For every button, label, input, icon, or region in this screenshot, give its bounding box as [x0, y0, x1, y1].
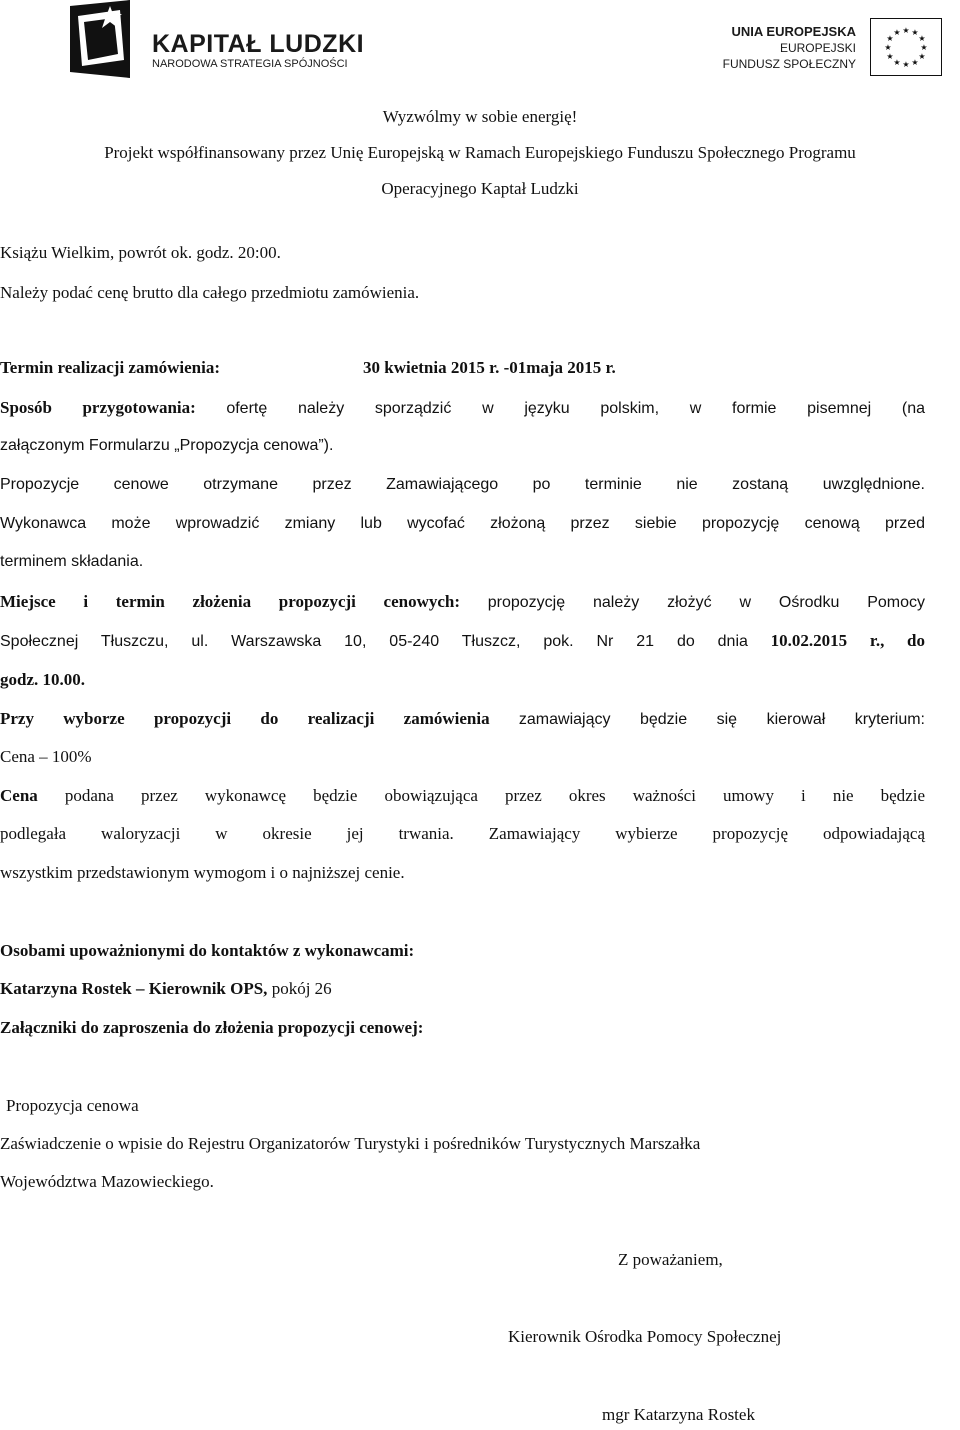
cena-label: Cena: [0, 786, 38, 805]
sposob-line-1: [0, 398, 925, 418]
svg-text:★: ★: [884, 43, 892, 52]
attachments-heading: Załączniki do zaproszenia do złożenia propozycji cenowej:: [0, 1018, 424, 1037]
svg-text:★: ★: [902, 60, 910, 69]
kapital-ludzki-title: KAPITAŁ LUDZKI: [152, 30, 365, 58]
contacts-heading: Osobami upoważnionymi do kontaktów z wykonawcami:: [0, 941, 415, 960]
ue-logo-line2: EUROPEJSKI: [779, 41, 856, 55]
miejsce-line-2: [0, 631, 925, 651]
wykonawca-line-1: Wykonawca może wprowadzić zmiany lub wycofać złożoną przez siebie propozycję cenową przed: [0, 515, 925, 532]
sposob-text-1: ofertę należy sporządzić w języku polskim, w formie pisemnej (na: [226, 400, 926, 417]
signature-name: mgr Katarzyna Rostek: [602, 1405, 755, 1424]
signature-closing: Z poważaniem,: [618, 1250, 723, 1269]
propozycje-line: Propozycje cenowe otrzymane przez Zamawiającego po terminie nie zostaną uwzględnione.: [0, 476, 925, 493]
unia-europejska-logo: [706, 18, 942, 78]
miejsce-text-1: propozycję należy złożyć w Ośrodku Pomocy: [487, 594, 926, 611]
ue-logo-text: [723, 24, 856, 72]
signature-role: Kierownik Ośrodka Pomocy Społecznej: [508, 1327, 782, 1346]
miejsce-label: Miejsce i termin złożenia propozycji cenowych:: [0, 592, 461, 611]
miejsce-time: godz. 10.00.: [0, 670, 85, 689]
document-header: [0, 0, 960, 90]
kapital-ludzki-logo: [70, 0, 370, 80]
svg-text:★: ★: [918, 52, 926, 61]
contact-person: [0, 979, 332, 999]
svg-text:★: ★: [911, 28, 919, 37]
attachment-item-2-line-1: Zaświadczenie o wpisie do Rejestru Organizatorów Turystyki i pośredników Turystycznych Marszałka: [0, 1134, 701, 1153]
contact-room: pokój 26: [271, 979, 332, 998]
cena-text-1: podana przez wykonawcę będzie obowiązująca przez okres ważności umowy i nie będzie: [64, 786, 925, 805]
cena-criterion: Cena – 100%: [0, 747, 92, 766]
kapital-ludzki-emblem: [70, 0, 136, 78]
ue-logo-line1: UNIA EUROPEJSKA: [731, 24, 856, 39]
kapital-ludzki-subtitle: NARODOWA STRATEGIA SPÓJNOŚCI: [152, 58, 348, 70]
eu-flag-icon: [870, 18, 942, 76]
miejsce-line-1: [0, 592, 925, 612]
svg-text:★: ★: [893, 28, 901, 37]
cena-line-3: wszystkim przedstawionym wymogom i o najniższej cenie.: [0, 863, 405, 882]
contact-person-name: Katarzyna Rostek – Kierownik OPS,: [0, 979, 268, 998]
svg-text:★: ★: [920, 43, 928, 52]
wybor-line: [0, 709, 925, 729]
svg-text:★: ★: [911, 58, 919, 67]
wybor-label: Przy wyborze propozycji do realizacji zamówienia: [0, 709, 490, 728]
sposob-label: Sposób przygotowania:: [0, 398, 196, 417]
svg-text:★: ★: [893, 58, 901, 67]
attachment-item-1: Propozycja cenowa: [6, 1096, 139, 1115]
miejsce-text-2: Społecznej Tłuszczu, ul. Warszawska 10, 05-240 Tłuszcz, pok. Nr 21 do dnia: [0, 633, 748, 650]
slogan: Wyzwólmy w sobie energię!: [382, 107, 578, 126]
body-line-departure: Książu Wielkim, powrót ok. godz. 20:00.: [0, 243, 281, 262]
ue-logo-line3: FUNDUSZ SPOŁECZNY: [722, 57, 856, 71]
svg-text:★: ★: [886, 52, 894, 61]
svg-text:★: ★: [902, 26, 910, 35]
sposob-line-2: załączonym Formularzu „Propozycja cenowa”).: [0, 437, 334, 454]
miejsce-date: 10.02.2015 r., do: [770, 631, 925, 650]
cena-line-2: podlegała waloryzacji w okresie jej trwania. Zamawiający wybierze propozycję odpowiadającą: [0, 824, 925, 843]
body-line-price: Należy podać cenę brutto dla całego przedmiotu zamówienia.: [0, 283, 420, 302]
attachment-item-2-line-2: Województwa Mazowieckiego.: [0, 1172, 214, 1191]
project-line-2: Operacyjnego Kaptał Ludzki: [381, 179, 579, 198]
svg-text:★: ★: [886, 34, 894, 43]
project-line-1: Projekt współfinansowany przez Unię Europejską w Ramach Europejskiego Funduszu Społecznego Programu: [104, 143, 856, 162]
svg-text:★: ★: [918, 34, 926, 43]
wykonawca-line-2: terminem składania.: [0, 553, 144, 570]
wybor-text: zamawiający będzie się kierował kryterium:: [518, 711, 925, 728]
termin-value: 30 kwietnia 2015 r. -01maja 2015 r.: [363, 358, 616, 377]
termin-label: Termin realizacji zamówienia:: [0, 358, 221, 377]
cena-line-1: [0, 786, 925, 806]
